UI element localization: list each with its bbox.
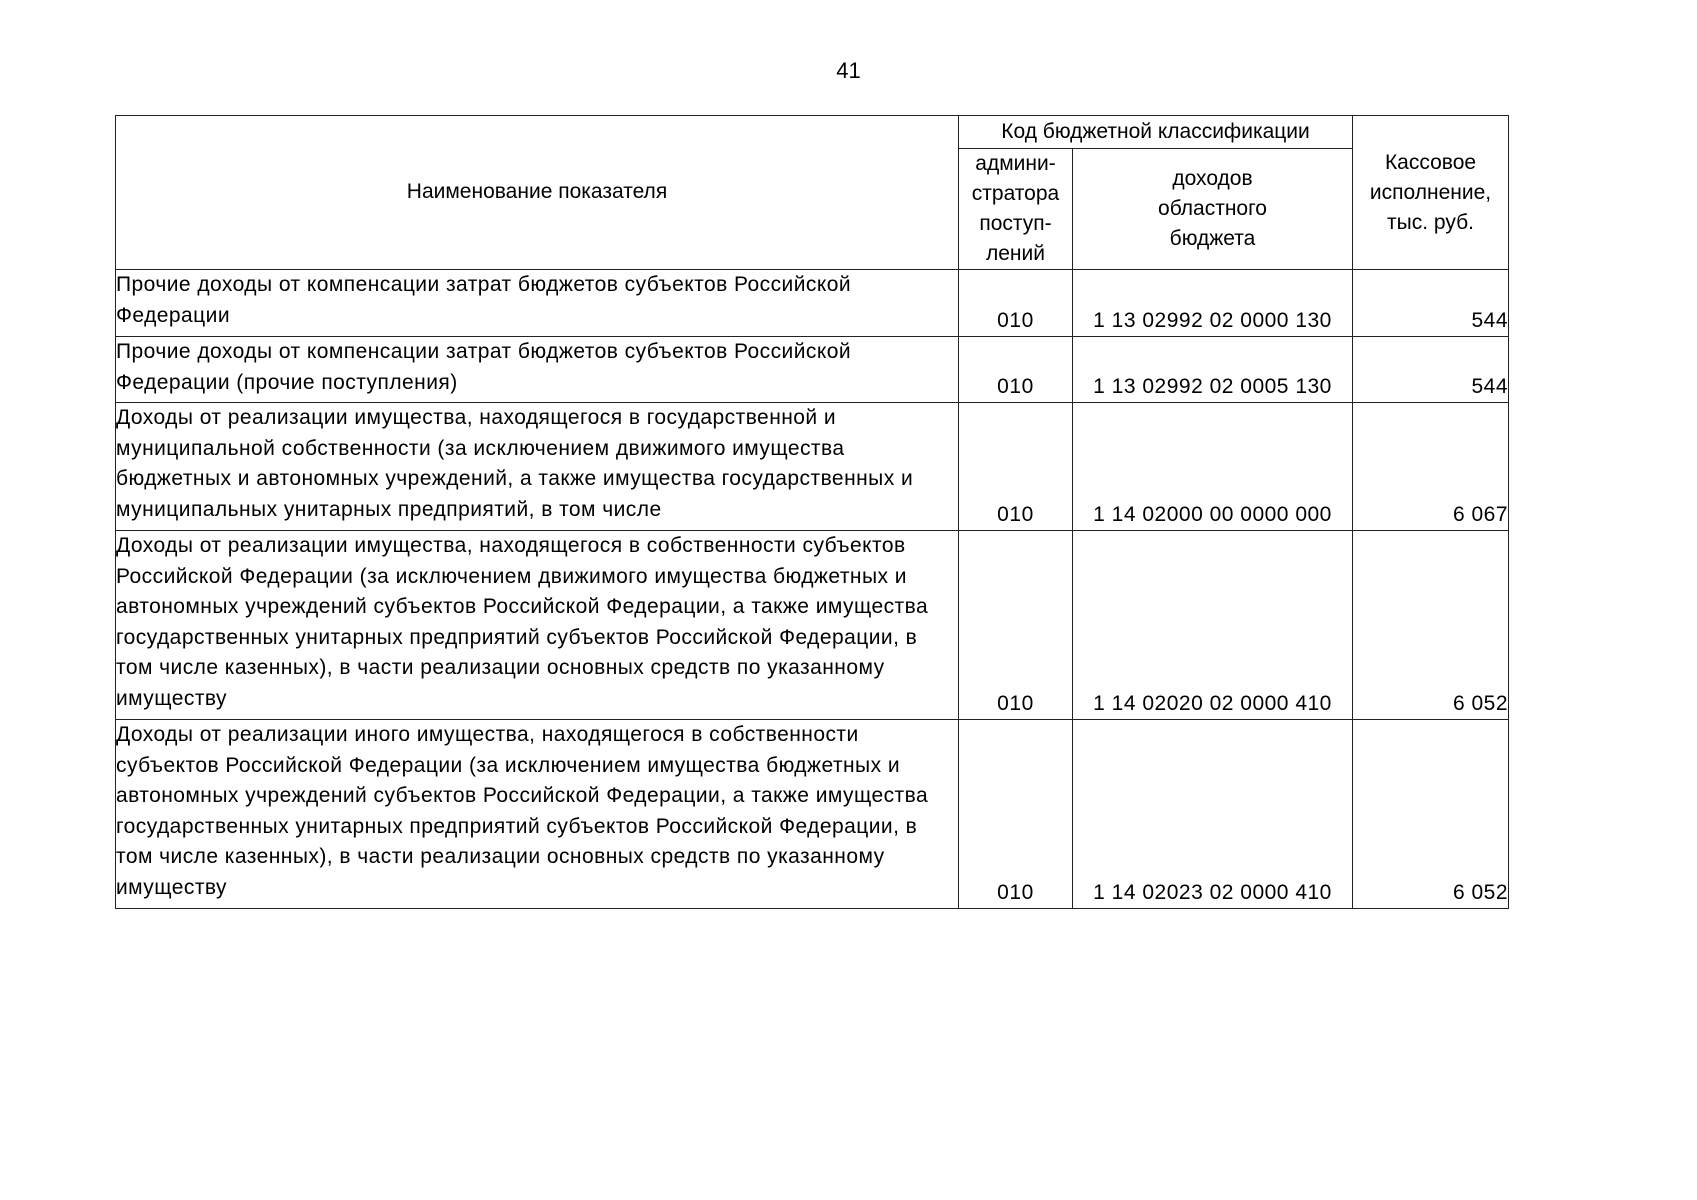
row-revenue-code: 1 14 02020 02 0000 410 — [1073, 531, 1353, 720]
row-indicator-name: Прочие доходы от компенсации затрат бюджетов субъектов Российской Федерации (прочие поступления) — [116, 337, 959, 403]
row-cash-execution: 6 052 — [1353, 531, 1509, 720]
row-revenue-code: 1 14 02000 00 0000 000 — [1073, 403, 1353, 531]
row-revenue-code: 1 14 02023 02 0000 410 — [1073, 720, 1353, 909]
table-row — [116, 270, 1509, 337]
row-admin-code: 010 — [959, 720, 1073, 909]
table-header — [116, 116, 1509, 270]
row-admin-code: 010 — [959, 531, 1073, 720]
table-row — [116, 531, 1509, 720]
row-cash-execution: 544 — [1353, 270, 1509, 337]
header-regional-budget-revenue: доходов областного бюджета — [1073, 149, 1353, 270]
page-number: 41 — [836, 58, 861, 83]
row-admin-code: 010 — [959, 337, 1073, 403]
header-cash-execution: Кассовое исполнение, тыс. руб. — [1353, 116, 1509, 270]
header-revenue-administrator: админи- стратора поступ- лений — [959, 149, 1073, 270]
row-cash-execution: 544 — [1353, 337, 1509, 403]
row-indicator-name: Доходы от реализации иного имущества, находящегося в собственности субъектов Российской Федерации (за исключением имущества бюджетных и автономных учреждений субъектов Российской Федерации, а также имущества государственных унитарных предприятий субъектов Российской Федерации, в том числе казенных), в части реализации основных средств по указанному имуществу — [116, 720, 959, 909]
table-row — [116, 337, 1509, 403]
header-indicator-name: Наименование показателя — [116, 116, 959, 270]
header-classification-code: Код бюджетной классификации — [959, 116, 1353, 149]
row-revenue-code: 1 13 02992 02 0005 130 — [1073, 337, 1353, 403]
table-row — [116, 403, 1509, 531]
table-body — [116, 270, 1509, 909]
row-indicator-name: Прочие доходы от компенсации затрат бюджетов субъектов Российской Федерации — [116, 270, 959, 337]
row-indicator-name: Доходы от реализации имущества, находящегося в собственности субъектов Российской Федерации (за исключением движимого имущества бюджетных и автономных учреждений субъектов Российской Федерации, а также имущества государственных унитарных предприятий субъектов Российской Федерации, в том числе казенных), в части реализации основных средств по указанному имуществу — [116, 531, 959, 720]
table-row — [116, 720, 1509, 909]
row-admin-code: 010 — [959, 403, 1073, 531]
row-admin-code: 010 — [959, 270, 1073, 337]
row-cash-execution: 6 067 — [1353, 403, 1509, 531]
row-cash-execution: 6 052 — [1353, 720, 1509, 909]
budget-revenue-table — [115, 115, 1509, 909]
row-revenue-code: 1 13 02992 02 0000 130 — [1073, 270, 1353, 337]
row-indicator-name: Доходы от реализации имущества, находящегося в государственной и муниципальной собственности (за исключением движимого имущества бюджетных и автономных учреждений, а также имущества государственных и муниципальных унитарных предприятий, в том числе — [116, 403, 959, 531]
